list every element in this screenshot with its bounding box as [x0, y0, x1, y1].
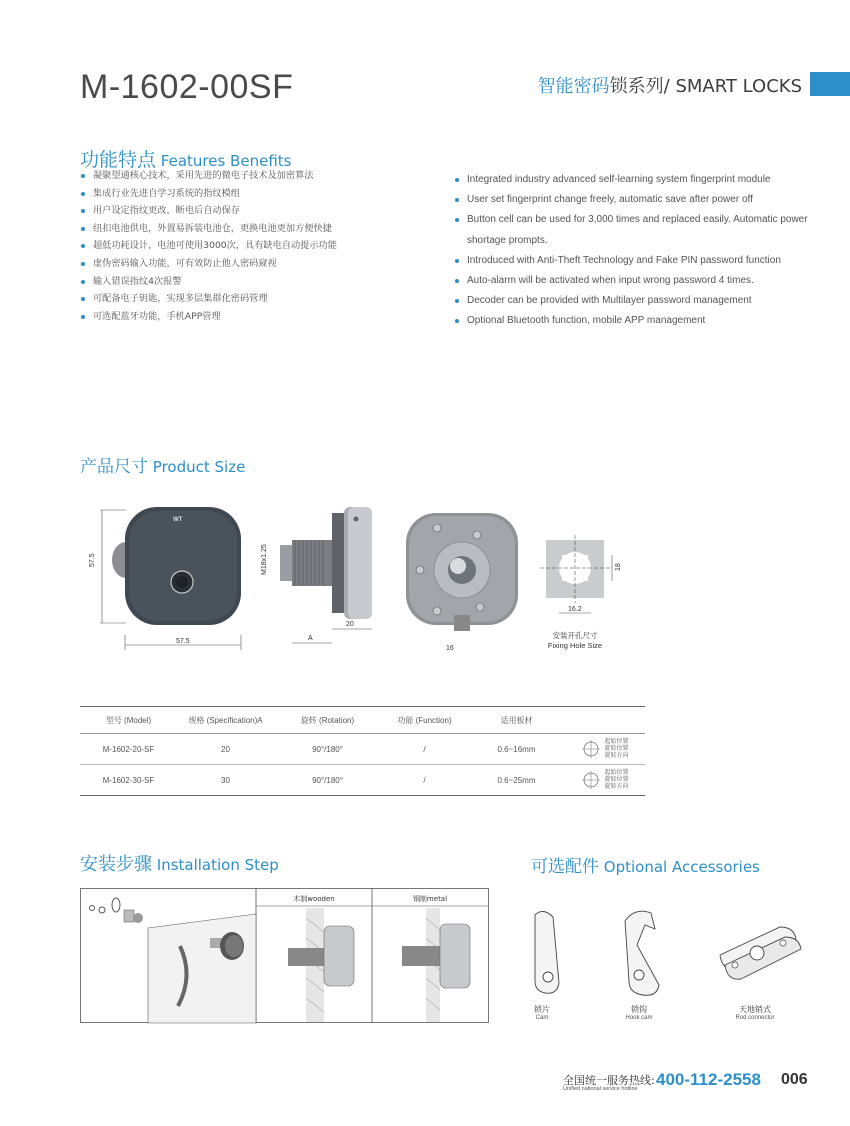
brand-logo: WT [173, 517, 183, 523]
accessory-hook-cam-cn: 锁钩 [631, 1005, 647, 1014]
cell: 30 [177, 765, 274, 796]
product-drawing [80, 495, 640, 660]
wooden-label: 木制wooden [293, 895, 335, 903]
accessory-hook-cam-en: Hook cam [625, 1015, 653, 1021]
fixing-hole-view [540, 535, 622, 650]
feature-en-item: User set fingerprint change freely, automatic save after power off [454, 190, 837, 210]
series-title [538, 72, 802, 98]
front-view [89, 507, 241, 650]
rod-connector-drawing [720, 927, 801, 979]
rotation-legend-position: 旋转位置 [604, 745, 629, 752]
features-heading [80, 145, 291, 172]
feature-en-item: Decoder can be provided with Multilayer password management [454, 291, 837, 311]
dim-height: 57.5 [89, 553, 96, 567]
installation-heading-cn: 安装步骤 [80, 854, 152, 875]
col-function: 功能 (Function) [381, 707, 468, 734]
col-diagram [565, 707, 645, 734]
cell: 90°/180° [274, 765, 381, 796]
cell: 0.6~16mm [468, 734, 565, 765]
accessories-drawing [525, 905, 825, 1000]
feature-cn-item: 可选配蓝牙功能，手机APP管理 [80, 311, 337, 329]
table-row [80, 734, 645, 765]
hotline-number: 400-112-2558 [656, 1070, 761, 1089]
model-title: M-1602-00SF [80, 68, 294, 106]
cell: 90°/180° [274, 734, 381, 765]
feature-cn-item: 输入错误指纹4次报警 [80, 276, 337, 294]
dim-sixteen: 16 [446, 645, 454, 652]
col-spec: 规格 (Specification)A [177, 707, 274, 734]
accessory-cam-en: Cam [535, 1015, 549, 1021]
feature-cn-item: 超低功耗设计，电池可使用3000次，具有缺电自动提示功能 [80, 240, 337, 258]
feature-en-item: Button cell can be used for 3,000 times and replaced easily. Automatic power shortage prompts. [454, 210, 837, 250]
metal-label: 钢制metal [412, 895, 448, 903]
features-heading-cn: 功能特点 [80, 149, 157, 171]
features-list-cn [80, 170, 337, 328]
hotline-label: 全国统一服务热线: [563, 1074, 655, 1087]
features-list-en [454, 170, 837, 332]
col-board: 适用板材 [468, 707, 565, 734]
col-rotation: 旋转 (Rotation) [274, 707, 381, 734]
rotation-legend-start: 起始位置 [604, 769, 629, 776]
accessory-rod-connector [710, 1004, 800, 1021]
installation-heading-en: Installation Step [156, 856, 279, 874]
dim-thread: M18x1.25 [261, 544, 268, 575]
product-size-heading-cn: 产品尺寸 [80, 457, 148, 477]
hook-cam-drawing [625, 911, 659, 995]
rotation-icon [581, 769, 601, 791]
rotation-diagram-cell [565, 765, 645, 796]
cam-drawing [535, 911, 559, 993]
accessory-cam-cn: 锁片 [534, 1005, 550, 1014]
dim-a: A [308, 635, 313, 642]
feature-cn-item: 可配备电子钥匙，实现多层集群化密码管理 [80, 293, 337, 311]
features-heading-en: Features Benefits [160, 152, 292, 170]
rotation-icon [581, 738, 601, 760]
feature-cn-item: 虚伪密码输入功能，可有效防止他人密码窥视 [80, 258, 337, 276]
feature-en-item: Auto-alarm will be activated when input wrong password 4 times. [454, 271, 837, 291]
rotation-legend-direction: 旋转方向 [604, 783, 629, 790]
accessories-heading-en: Optional Accessories [603, 858, 760, 876]
cell: M-1602-20-SF [80, 734, 177, 765]
rotation-diagram-cell [565, 734, 645, 765]
product-size-heading-en: Product Size [152, 458, 246, 476]
feature-en-item: Introduced with Anti-Theft Technology and Fake PIN password function [454, 251, 837, 271]
dim-hole-w: 16.2 [568, 606, 582, 613]
dim-depth: 20 [346, 621, 354, 628]
series-title-highlight: 智能密码 [537, 76, 610, 97]
feature-cn-item: 集成行业先进自学习系统的指纹模组 [80, 188, 337, 206]
hotline-subtitle: Unified national service hotline [563, 1086, 638, 1092]
cell: 0.6~25mm [468, 765, 565, 796]
feature-cn-item: 凝聚望通核心技术，采用先进的微电子技术及加密算法 [80, 170, 337, 188]
col-model: 型号 (Model) [80, 707, 177, 734]
accessories-heading [531, 852, 760, 877]
spec-table [80, 706, 645, 796]
rotation-legend-start: 起始位置 [604, 738, 629, 745]
table-row [80, 765, 645, 796]
accessory-rod-connector-en: Rod connector [735, 1015, 775, 1021]
back-view [406, 513, 518, 652]
accessory-rod-connector-cn: 天地销式 [739, 1005, 771, 1014]
accessories-heading-cn: 可选配件 [531, 857, 599, 877]
cell: M-1602-30-SF [80, 765, 177, 796]
accessory-hook-cam [594, 1004, 684, 1021]
dim-hole-h: 18 [615, 563, 622, 571]
dim-width: 57.5 [176, 638, 190, 645]
cell: 20 [177, 734, 274, 765]
series-title-rest: 锁系列/ SMART LOCKS [609, 76, 802, 97]
feature-en-item: Integrated industry advanced self-learning system fingerprint module [454, 170, 837, 190]
page-number: 006 [781, 1071, 808, 1088]
series-accent-bar [810, 72, 850, 96]
feature-cn-item: 用户设定指纹更改，断电后自动保存 [80, 205, 337, 223]
installation-heading [80, 850, 279, 876]
hole-caption-cn: 安装开孔尺寸 [552, 631, 598, 640]
cell: / [381, 765, 468, 796]
installation-diagram [80, 888, 490, 1024]
rotation-legend-position: 旋转位置 [604, 776, 629, 783]
cell: / [381, 734, 468, 765]
rotation-legend-direction: 旋转方向 [604, 752, 629, 759]
feature-en-item: Optional Bluetooth function, mobile APP management [454, 311, 837, 331]
product-size-heading [80, 452, 245, 477]
hole-caption-en: Fixing Hole Size [547, 641, 603, 650]
side-view [261, 507, 372, 643]
accessory-cam [497, 1004, 587, 1021]
table-header-row [80, 707, 645, 734]
feature-cn-item: 纽扣电池供电，外置易拆装电池仓，更换电池更加方便快捷 [80, 223, 337, 241]
